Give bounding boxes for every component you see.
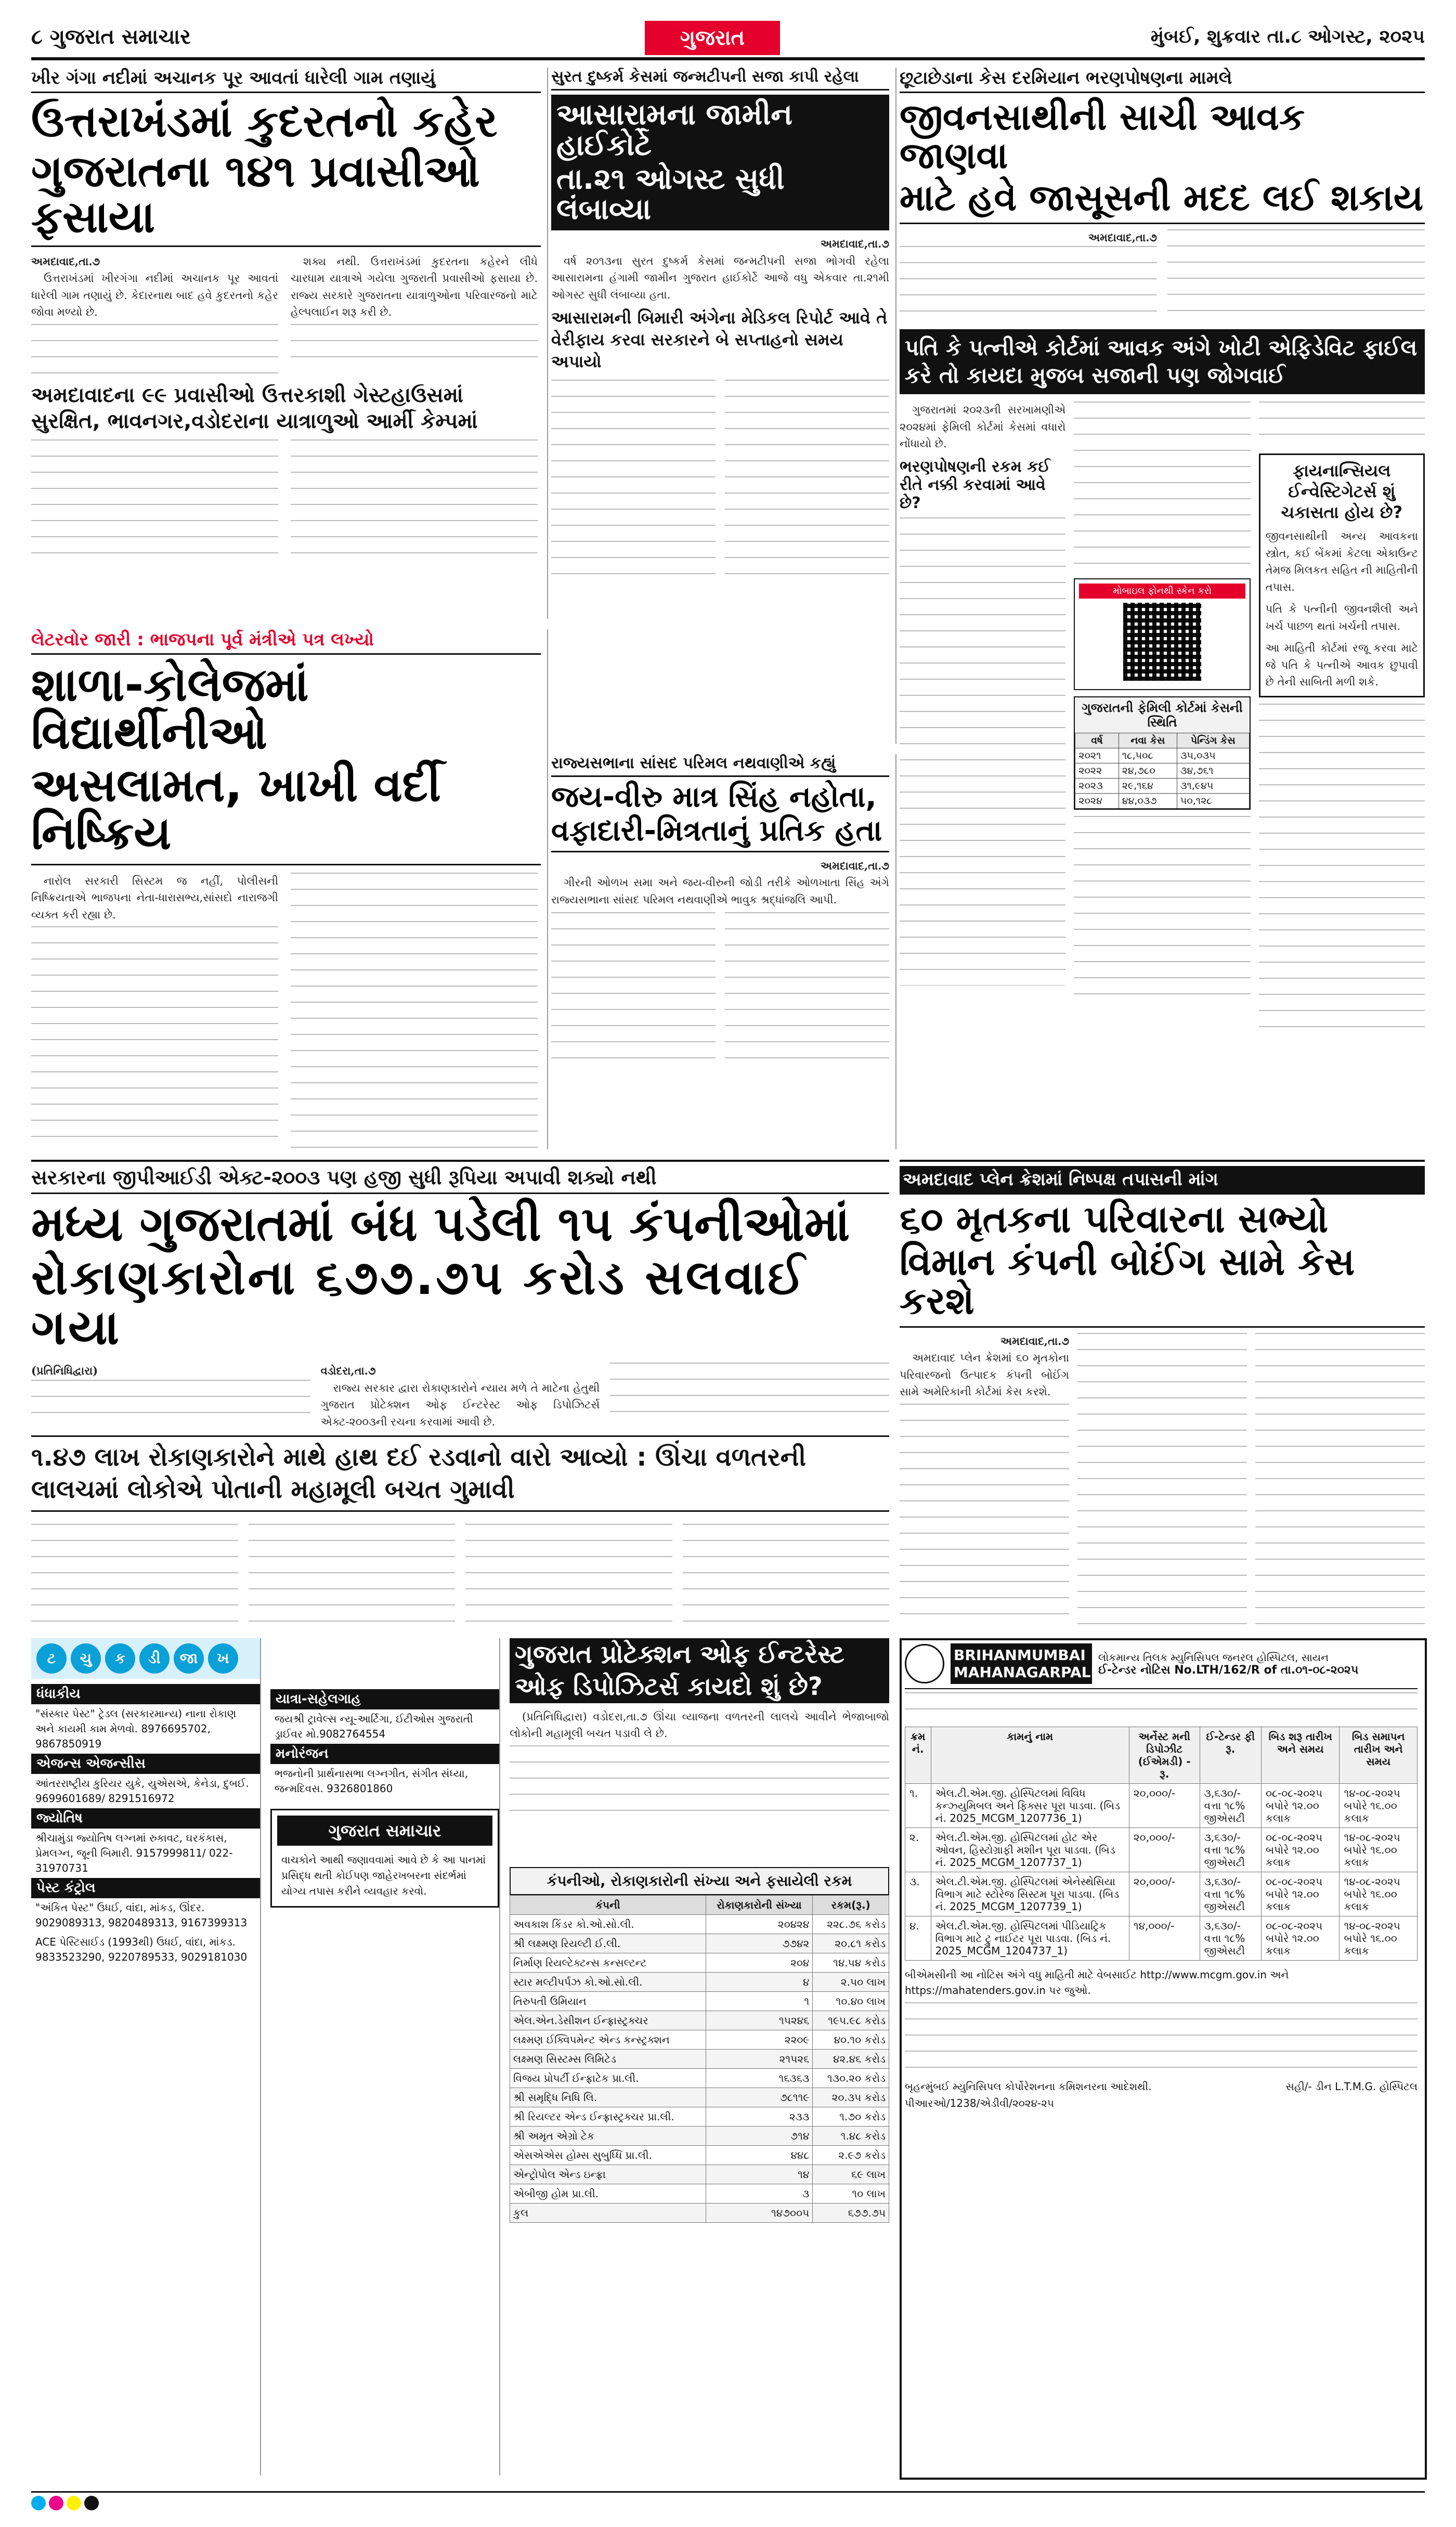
cell: ૩,૬૩૦/-વત્તા ૧૮% જીએસટી <box>1200 1828 1261 1872</box>
cell: ૧૪-૦૮-૨૦૨૫ બપોરે ૧૬.૦૦ કલાક <box>1340 1828 1418 1872</box>
cell: ૨૦૨૧ <box>1075 748 1119 763</box>
headline-box <box>551 95 889 230</box>
table-row <box>510 2050 889 2069</box>
dateline: વડોદરા,તા.૭ <box>320 1364 376 1377</box>
box-point: પતિ કે પત્નીની જીવનશૈલી અને ખર્ચ પાછળ થતાં ખર્ચની તપાસ. <box>1265 603 1418 632</box>
cell: ૧. <box>905 1784 931 1828</box>
story-headline[interactable]: ૬૦ મૃતકના પરિવારના સભ્યો <box>900 1197 1329 1241</box>
cell: એસએએસ હોમ્સ સુબુધ્ધિ પ્રા.લી. <box>510 2146 706 2165</box>
tender-note: બૃહન્મુંબઈ મ્યુનિસિપલ કોર્પોરેશનના કમિશનરના આદેશથી. <box>905 2080 1152 2093</box>
tender-footer[interactable]: બીએમસીની આ નોટિસ અંગે વધુ માહિતી માટે વેબસાઈટ http://www.mcgm.gov.in અને https://mahatenders.gov.in પર જુઓ. <box>905 1968 1289 1997</box>
tuk-letter: ચુ <box>71 1643 101 1674</box>
table-row <box>1075 779 1249 794</box>
cell: લક્ષ્મણ ઈક્વિપમેન્ટ એન્ડ કન્સ્ટ્રક્શન <box>510 2030 706 2050</box>
cell: ૨.૫૦ લાખ <box>813 1973 889 1992</box>
cell: શ્રી રિયલ્ટર એન્ડ ઈન્ફ્રાસ્ટ્રક્ચર પ્રા.લી. <box>510 2107 706 2127</box>
table-header: રકમ(રૂ.) <box>813 1896 889 1915</box>
story-headline[interactable]: તા.૨૧ ઓગસ્ટ સુધી લંબાવ્યા <box>556 162 785 227</box>
story-headline[interactable]: વફાદારી-મિત્રતાનું પ્રતિક હતા <box>551 816 889 852</box>
story-paragraph: ઉત્તરાખંડમાં ખીરગંગા નદીમાં અચાનક પૂર આવતાં ધારેલી ગામ તણાયું છે. કેદારનાથ બાદ હવે કુદરતનો કહેર જોવા મળ્યો છે. <box>31 272 278 319</box>
cell: ૧૪.૫૪ કરોડ <box>813 1953 889 1973</box>
cell: ૨૦૪૨૪ <box>706 1915 813 1934</box>
box-point: આ માહિતી કોર્ટમાં રજૂ કરવા માટે જે પતિ કે પત્નીએ આવક છુપાવી છે તેની સાબિતી મળી શકે. <box>1265 642 1418 689</box>
story-asaram <box>551 68 896 744</box>
cell: ૧૪ <box>706 2165 813 2184</box>
cell: ૧૦.૪૦ લાખ <box>813 1992 889 2011</box>
cell: ૭૮૧૧૯ <box>706 2088 813 2107</box>
story-subhead: આસારામની બિમારી અંગેના મેડિકલ રિપોર્ટ આવે તે વેરીફાય કરવા સરકારને બે સપ્તાહનો સમય અપાયો <box>551 308 888 371</box>
cell: ૧૬૩૬૩ <box>706 2069 813 2088</box>
table-row <box>510 1953 889 1973</box>
cell: ૧.૪૮ કરોડ <box>813 2127 889 2146</box>
cell: ૨૦૪ <box>706 1953 813 1973</box>
cell: ૫૦,૧૨૮ <box>1177 794 1249 809</box>
cell: એલ.એન.ડેસીશન ઈન્ફ્રાસ્ટ્રક્ચર <box>510 2011 706 2030</box>
question-heading: ભરણપોષણની રકમ કઈ રીતે નક્કી કરવામાં આવે છે? <box>900 457 1050 512</box>
tender-table <box>905 1727 1418 1961</box>
story-kicker: લેટરવોર જારી : ભાજપના પૂર્વ મંત્રીએ પત્ર લખ્યો <box>31 629 541 655</box>
box-title: ઓફ ડિપોઝિટર્સ કાયદો શું છે? <box>510 1670 889 1703</box>
story-subhead: સુરક્ષિત, ભાવનગર,વડોદરાના યાત્રાળુઓ આર્મી કેમ્પમાં <box>31 409 478 433</box>
table-title: કંપનીઓ, રોકાણકારોની સંખ્યા અને ફસાયેલી રકમ <box>510 1867 889 1895</box>
dateline: અમદાવાદ,તા.૭ <box>820 859 889 872</box>
tender-sign: સહી/- ડીન L.T.M.G. હોસ્પિટલ <box>1285 2080 1418 2093</box>
classified-text[interactable]: ACE પેસ્ટિસાઈડ (1993થી) ઉધઈ, વાંદા, માંકડ. 9833523290, 9220789533, 9029181030 <box>35 1936 248 1963</box>
cell: ૪૪,૦૩૭ <box>1119 794 1177 809</box>
cell: શ્રી સમૃદ્ધિ નિધિ લિ. <box>510 2088 706 2107</box>
cell: શ્રી લક્ષ્મણ રિયલ્ટી ઈ.લી. <box>510 1934 706 1953</box>
table-header: કંપની <box>510 1896 706 1915</box>
story-paragraph: (પ્રતિનિધિદ્વારા) વડોદરા,તા.૭ ઊંચા વ્યાજના વળતરની લાલચે આવીને ભેજાબાજો લોકોની મહામૂલી બચત પડાવી લે છે. <box>510 1710 889 1740</box>
story-paragraph: નારોલ સરકારી સિસ્ટમ જ નહીં, પોલીસની નિષ્ક્રિયતાએ ભાજપના નેતા-ધારાસભ્ય,સાંસદો નારાજગી વ્યક્ત કરી રહ્યા છે. <box>31 874 278 921</box>
classified-title: જ્યોતિષ <box>31 1808 260 1829</box>
cell: ૩૧,૯૪૫ <box>1177 779 1249 794</box>
table-header: બિડ સમાપન તારીખ અને સમય <box>1340 1727 1418 1784</box>
table-header: પેન્ડિંગ કેસ <box>1177 733 1249 748</box>
classified-text[interactable]: શ્રીચામુંડા જ્યોતિષ લગ્નમાં રુકાવટ, ઘરકંકાસ, પ્રેમલગ્ન, જૂની બિમારી. 9157999811/ 022-31970731 <box>35 1832 233 1874</box>
cell: એબીજી હોમ પ્રા.લી. <box>510 2184 706 2204</box>
cell: ૪ <box>706 1973 813 1992</box>
story-spouse-income <box>900 68 1425 1149</box>
cell: ૩,૬૩૦/-વત્તા ૧૮% જીએસટી <box>1200 1784 1261 1828</box>
classified-text[interactable]: "અંકિત પેસ્ટ" ઉધઈ, વાંદા, માંકડ, ઊંદર. 9029089313, 9820489313, 9167399313 <box>35 1901 248 1929</box>
classified-title: ધંધાકીય <box>31 1684 260 1704</box>
qr-code-icon[interactable] <box>1123 603 1201 681</box>
section-label[interactable]: ગુજરાત <box>645 21 780 55</box>
qr-block <box>1074 578 1250 690</box>
table-row <box>510 1973 889 1992</box>
story-kicker: અમદાવાદ પ્લેન ક્રેશમાં નિષ્પક્ષ તપાસની માંગ <box>900 1166 1425 1195</box>
dateline: અમદાવાદ,તા.૭ <box>1000 1334 1069 1347</box>
table-row <box>1075 794 1249 809</box>
table-header: કામનું નામ <box>931 1727 1129 1784</box>
table-row <box>510 2011 889 2030</box>
story-headline[interactable]: શાળા-કોલેજમાં વિદ્યાર્થીનીઓ <box>31 658 309 760</box>
table-row <box>510 2107 889 2127</box>
bmc-emblem-icon <box>905 1644 944 1683</box>
story-headline[interactable]: ગુજરાતના ૧૪૧ પ્રવાસીઓ ફસાયા <box>31 148 541 247</box>
table-row <box>510 2184 889 2204</box>
table-row <box>905 1784 1418 1828</box>
story-headline[interactable]: અસલામત, ખાખી વર્દી નિષ્ક્રિય <box>31 761 541 865</box>
registration-marks <box>31 2491 1425 2517</box>
cell: ૧.૭૦ કરોડ <box>813 2107 889 2127</box>
classifieds-panel-2 <box>270 1638 500 2476</box>
story-headline[interactable]: રોકાણકારોના ૬૭૭.૭૫ કરોડ સલવાઈ ગયા <box>31 1249 807 1356</box>
story-headline[interactable]: માટે હવે જાસૂસની મદદ લઈ શકાય <box>900 179 1425 224</box>
dateline: અમદાવાદ,તા.૭ <box>1088 230 1157 244</box>
classified-title: એજન્સ એજન્સીસ <box>31 1754 260 1774</box>
cell: ૨૨૮.૭૬ કરોડ <box>813 1915 889 1934</box>
box-title: ગુજરાત પ્રોટેક્શન ઓફ ઈન્ટરેસ્ટ <box>510 1638 889 1670</box>
cell: ૧૩૦.૨૦ કરોડ <box>813 2069 889 2088</box>
table-row <box>510 1992 889 2011</box>
cell: ૨૦૨૨ <box>1075 763 1119 779</box>
family-court-table <box>1075 733 1249 809</box>
cell: ૩. <box>905 1872 931 1916</box>
story-kicker: છૂટાછેડાના કેસ દરમિયાન ભરણપોષણના મામલે <box>900 68 1425 93</box>
cell: ૦૮-૦૮-૨૦૨૫ બપોરે ૧૨.૦૦ કલાક <box>1262 1784 1340 1828</box>
cell: ૨.૯૭ કરોડ <box>813 2146 889 2165</box>
dateline: અમદાવાદ,તા.૭ <box>820 237 889 251</box>
investigator-box <box>1259 453 1425 697</box>
companies-table-box <box>510 1867 889 2223</box>
story-kicker: રાજ્યસભાના સાંસદ પરિમલ નથવાણીએ કહ્યું <box>551 754 889 777</box>
table-row <box>510 2127 889 2146</box>
page-date: મુંબઈ, શુક્રવાર તા.૮ ઓગસ્ટ, ૨૦૨૫ <box>1150 26 1425 47</box>
cell: ૭૧૪ <box>706 2127 813 2146</box>
classified-block <box>31 1684 260 1967</box>
cell: નિર્માણ રિયલ્ટેક્ટન્સ કન્સલ્ટન્ટ <box>510 1953 706 1973</box>
family-court-table-box <box>1074 696 1250 810</box>
story-subhead-text: પતિ કે પત્નીએ કોર્ટમાં આવક અંગે ખોટી એફિડેવિટ ફાઈલ કરે તો કાયદા મુજબ સજાની પણ જોગવાઈ <box>905 335 1418 388</box>
table-header: અર્નેસ્ટ મની ડિપોઝીટ (ઈએમડી) - રૂ. <box>1129 1727 1200 1784</box>
table-header: નવા કેસ <box>1119 733 1177 748</box>
story-headline[interactable]: આસારામના જામીન હાઈકોર્ટે <box>556 98 792 162</box>
table-row <box>905 1872 1418 1916</box>
tuk-letter: જા <box>174 1643 204 1674</box>
story-paragraph: ગુજરાતમાં ૨૦૨૩ની સરખામણીએ ૨૦૨૪માં ફેમિલી કોર્ટમાં કેસમાં વધારો નોંધાયો છે. <box>900 404 1066 450</box>
cell: ૨૧૫૨૬ <box>706 2050 813 2069</box>
page-header <box>31 21 1425 60</box>
story-subhead: અમદાવાદના ૯૯ પ્રવાસીઓ ઉત્તરકાશી ગેસ્ટહાઉસમાં <box>31 383 463 407</box>
classified-title: યાત્રા-સહેલગાહ <box>270 1689 499 1709</box>
story-subhead: ૧.૪૭ લાખ રોકાણકારોને માથે હાથ દઈ રડવાનો વારો આવ્યો : ઊંચા વળતરની લાલચમાં લોકોએ પોતાની મહામૂલી બચત ગુમાવી <box>31 1435 889 1512</box>
tuk-letter: ખ <box>208 1643 238 1674</box>
cell: ૨૦૨૪ <box>1075 794 1119 809</box>
tuk-banner <box>31 1638 260 1679</box>
story-headline[interactable]: મધ્ય ગુજરાતમાં બંધ પડેલી ૧૫ કંપનીઓમાં <box>31 1196 850 1252</box>
byline: (પ્રતિનિધિદ્વારા) <box>31 1364 98 1377</box>
brand-box <box>270 1809 499 1908</box>
story-plane-crash <box>900 1160 1425 1630</box>
cell: ૧૯૫.૯૮ કરોડ <box>813 2011 889 2030</box>
story-kicker: ખીર ગંગા નદીમાં અચાનક પૂર આવતાં ધારેલી ગામ તણાયું <box>31 68 541 93</box>
tuk-letter: ડી <box>139 1643 170 1674</box>
table-header: વર્ષ <box>1075 733 1119 748</box>
brand-note: વાચકોને આથી જણાવવામાં આવે છે કે આ પાનમાં પ્રસિદ્ધ થતી કોઈપણ જાહેરખબરના સંદર્ભમાં યોગ્ય તપાસ કરીને વ્યવહાર કરવો. <box>281 1854 486 1898</box>
cell: ૨૨૦૯ <box>706 2030 813 2050</box>
cell: વિજય પ્રોપર્ટી ઈન્ફ્રાટેક પ્રા.લી. <box>510 2069 706 2088</box>
cell: ૭૭૪૨ <box>706 1934 813 1953</box>
story-jay-veeru <box>551 754 896 1149</box>
story-headline[interactable]: ઉત્તરાખંડમાં કુદરતનો કહેર <box>31 96 498 147</box>
cell: ૧૪-૦૮-૨૦૨૫ બપોરે ૧૬.૦૦ કલાક <box>1340 1784 1418 1828</box>
cell: ૧૪,૦૦૦/- <box>1129 1916 1200 1961</box>
cell: એન્ટ્રોપોલ એન્ડ ઇન્ફ્રા <box>510 2165 706 2184</box>
cell: ૦૮-૦૮-૨૦૨૫ બપોરે ૧૨.૦૦ કલાક <box>1262 1828 1340 1872</box>
story-uttarakhand <box>31 68 548 619</box>
classified-text[interactable]: ભજનોની પ્રાર્થનાસભા લગ્નગીત, સંગીત સંધ્યા, જન્મદિવસ. 9326801860 <box>275 1767 469 1795</box>
cell: એલ.ટી.એમ.જી. હોસ્પિટલમાં વિવિધ કન્ઝ્યુમિબલ અને ફિક્સર પૂરા પાડવા. (બિડ નં. 2025_MCGM_1207736_1) <box>931 1784 1129 1828</box>
gpid-explainer <box>510 1638 889 1862</box>
tuk-letter: ટ <box>36 1643 67 1674</box>
table-header: ઈ-ટેન્ડર ફી રૂ. <box>1200 1727 1261 1784</box>
cell: ૨૦,૦૦૦/- <box>1129 1872 1200 1916</box>
classified-text[interactable]: "સંસ્કાર પેસ્ટ" ટ્રેડલ (સરકારમાન્ય) નાના રોકાણ અને કાયમી કામ મેળવો. 8976695702, 9867850919 <box>35 1707 237 1750</box>
story-headline[interactable]: જય-વીરુ માત્ર સિંહ નહોતા, <box>551 780 877 814</box>
table-row <box>510 2088 889 2107</box>
story-kicker: સરકારના જીપીઆઈડી એક્ટ-૨૦૦૩ પણ હજી સુધી રૂપિયા અપાવી શક્યો નથી <box>31 1166 889 1194</box>
tender-ref: ઈ-ટેન્ડર નોટિસ No.LTH/162/R of તા.૦૧-૦૮-૨૦૨૫ <box>1098 1663 1359 1677</box>
story-gpid <box>31 1160 889 1359</box>
cell: ૩,૬૩૦/-વત્તા ૧૮% જીએસટી <box>1200 1872 1261 1916</box>
story-paragraph: વર્ષ ૨૦૧૩ના સુરત દુષ્કર્મ કેસમાં જન્મટીપની સજા ભોગવી રહેલા આસારામના હંગામી જામીન ગુજરાત હાઈકોર્ટે આજે વધુ એકવાર તા.૨૧મી ઓગસ્ટ સુધી લંબાવ્યા હતા. <box>551 254 889 301</box>
cell: એલ.ટી.એમ.જી. હોસ્પિટલમાં એનેસ્થેસિયા વિભાગ માટે સ્ટોરેજ સિસ્ટમ પૂરા પાડવા. (બિડ નં. 2025_MCGM_1207739_1) <box>931 1872 1129 1916</box>
table-row <box>905 1916 1418 1961</box>
table-title: ગુજરાતની ફેમિલી કોર્ટમાં કેસની સ્થિતિ <box>1075 697 1249 733</box>
cell: એલ.ટી.એમ.જી. હોસ્પિટલમાં હોટ એર ઓવન, હિસ્ટોગ્રાફી મશીન પૂરા પાડવા. (બિડ નં. 2025_MCGM_1207737_1) <box>931 1828 1129 1872</box>
cell: ૧૪-૦૮-૨૦૨૫ બપોરે ૧૬.૦૦ કલાક <box>1340 1916 1418 1961</box>
box-title: ફાયનાન્સિયલ ઈન્વેસ્ટિગેટર્સ શું ચકાસતા હોય છે? <box>1281 461 1403 523</box>
cell: ૧ <box>706 1992 813 2011</box>
table-row <box>905 1828 1418 1872</box>
cell: લક્ષ્મણ સિસ્ટમ્સ લિમિટેડ <box>510 2050 706 2069</box>
cell: ૧૮,૫૦૮ <box>1119 748 1177 763</box>
story-paragraph: ગીરની ઓળખ સમા અને જય-વીરુની જોડી તરીકે ઓળખાતા સિંહ અંગે રાજ્યસભાના સાંસદ પરિમલ નથવાણીએ ભાવુક શ્રદ્ધાંજલિ આપી. <box>551 876 889 906</box>
table-row <box>510 1915 889 1934</box>
cell: ૨૪,૭૮૦ <box>1119 763 1177 779</box>
table-row <box>1075 748 1249 763</box>
cell: ૨૯,૧૬૪ <box>1119 779 1177 794</box>
cell: ૦૮-૦૮-૨૦૨૫ બપોરે ૧૨.૦૦ કલાક <box>1262 1872 1340 1916</box>
cell: કુલ <box>510 2204 706 2223</box>
cell: ૨૦.૩૫ કરોડ <box>813 2088 889 2107</box>
story-paragraph: શક્ય નથી. ઉત્તરાખંડમાં કુદરતના કહેરને લીધે ચારધામ યાત્રાએ ગયેલા ગુજરાતી પ્રવાસીઓ ફસાયા છે. રાજ્ય સરકારે ગુજરાતના યાત્રાળુઓના પરિવારજનો માટે હેલ્પલાઈન શરૂ કરી છે. <box>291 255 538 319</box>
classifieds-panel <box>31 1638 261 2476</box>
page-number: ૮ ગુજરાત સમાચાર <box>31 25 191 49</box>
cell: ૨૩૩ <box>706 2107 813 2127</box>
story-paragraph: રાજ્ય સરકાર દ્વારા રોકાણકારોને ન્યાય મળે તે માટેના હેતુથી ગુજરાત પ્રોટેક્શન ઓફ ઈન્ટરેસ્ટ ઓફ ડિપોઝિટર્સ એક્ટ-૨૦૦૩ની રચના કરવામાં આવી છે. <box>320 1381 600 1428</box>
table-row <box>510 2165 889 2184</box>
tender-pr: પીઆરઓ/1238/એડીવી/૨૦૨૪-૨૫ <box>905 2097 1055 2109</box>
table-row <box>510 2146 889 2165</box>
cell: ૩,૬૩૦/-વત્તા ૧૮% જીએસટી <box>1200 1916 1261 1961</box>
cell: ૪. <box>905 1916 931 1961</box>
table-row <box>510 2204 889 2223</box>
tender-org: BRIHANMUMBAI MAHANAGARPALIKA <box>951 1643 1092 1684</box>
story-paragraph: અમદાવાદ પ્લેન ક્રેશમાં ૬૦ મૃતકોના પરિવારજનો ઉત્પાદક કંપની બોઈંગ સામે અમેરિકાની કોર્ટમાં કેસ કરશે. <box>900 1352 1069 1398</box>
classified-title: મનોરંજન <box>270 1744 499 1764</box>
table-header: રોકાણકારોની સંખ્યા <box>706 1896 813 1915</box>
cell: ૪૪૮ <box>706 2146 813 2165</box>
cell: સ્ટાર મલ્ટીપર્પઝ કો.ઓ.સો.લી. <box>510 1973 706 1992</box>
table-row <box>510 1934 889 1953</box>
cell: ૨૦,૦૦૦/- <box>1129 1828 1200 1872</box>
story-headline[interactable]: જીવનસાથીની સાચી આવક જાણવા <box>900 96 1305 177</box>
cell: અવકાશ કિંડર કો.ઓ.સો.લી. <box>510 1915 706 1934</box>
story-subhead <box>900 329 1425 394</box>
cell: ૨. <box>905 1828 931 1872</box>
cell: ૬૯ લાખ <box>813 2165 889 2184</box>
classified-text[interactable]: જયશ્રી ટ્રાવેલ્સ ન્યૂ-આર્ટિગા, ઈટીઓસ ગુજરાતી ડ્રાઈવર મો.9082764554 <box>275 1713 473 1740</box>
cell: ૪૨.૪૬ કરોડ <box>813 2050 889 2069</box>
cell: એલ.ટી.એમ.જી. હોસ્પિટલમાં પીડિયાટ્રિક વિભાગ માટે ટ્રુ નાઈટર પૂરા પાડવા. (બિડ નં. 2025_MCGM_1204737_1) <box>931 1916 1129 1961</box>
qr-caption: મોબાઇલ ફોનથી સ્કેન કરો <box>1079 584 1245 599</box>
tender-intro: લોકમાન્ય તિલક મ્યુનિસિપલ જનરલ હોસ્પિટલ, સાયન <box>1098 1651 1329 1664</box>
classified-text[interactable]: આંતરરાષ્ટ્રીય કુરિયર યુકે, યુએસએ, કેનેડા, દુબઈ. 9699601689/ 8291516972 <box>35 1777 249 1805</box>
cell: ૦૮-૦૮-૨૦૨૫ બપોરે ૧૨.૦૦ કલાક <box>1262 1916 1340 1961</box>
cell: ૧૦ લાખ <box>813 2184 889 2204</box>
tender-content <box>905 1643 1418 2109</box>
table-header: બિડ શરૂ તારીખ અને સમય <box>1262 1727 1340 1784</box>
cell: ૧૫૨૪૬ <box>706 2011 813 2030</box>
cell: તિરુપતી ઉમિયાન <box>510 1992 706 2011</box>
story-headline[interactable]: વિમાન કંપની બોઈંગ સામે કેસ કરશે <box>900 1242 1425 1328</box>
cell: ૨૦૨૩ <box>1075 779 1119 794</box>
dateline: અમદાવાદ,તા.૭ <box>31 254 100 268</box>
cell: ૨૦,૦૦૦/- <box>1129 1784 1200 1828</box>
table-row <box>510 2069 889 2088</box>
story-kicker: સુરત દુષ્કર્મ કેસમાં જન્મટીપની સજા કાપી રહેલા <box>551 68 889 90</box>
box-point: જીવનસાથીની અન્ય આવકના સ્ત્રોત, કઈ બેંકમાં કેટલા એકાઉન્ટ તેમજ મિલકત સહિત ની માહિતીની તપાસ. <box>1265 530 1418 593</box>
table-row <box>510 2030 889 2050</box>
tuk-letter: ક <box>105 1643 135 1674</box>
brand-logo: ગુજરાત સમાચાર <box>277 1816 492 1846</box>
cell: ૩ <box>706 2184 813 2204</box>
story-letterwar <box>31 629 548 1149</box>
table-row <box>1075 763 1249 779</box>
companies-table <box>510 1895 889 2223</box>
table-header: ક્રમ નં. <box>905 1727 931 1784</box>
cell: ૨૦.૮૧ કરોડ <box>813 1934 889 1953</box>
cell: ૩૫,૦૩૫ <box>1177 748 1249 763</box>
cell: ૬૭૭.૭૫ <box>813 2204 889 2223</box>
classified-title: પેસ્ટ કંટ્રોલ <box>31 1878 260 1898</box>
cell: ૧૪-૦૮-૨૦૨૫ બપોરે ૧૬.૦૦ કલાક <box>1340 1872 1418 1916</box>
cell: ૧૪૭૦૦૫ <box>706 2204 813 2223</box>
cell: શ્રી અમૃત એગ્રો ટેક <box>510 2127 706 2146</box>
cell: ૩૪,૭૬૧ <box>1177 763 1249 779</box>
cell: ૪૦.૧૦ કરોડ <box>813 2030 889 2050</box>
